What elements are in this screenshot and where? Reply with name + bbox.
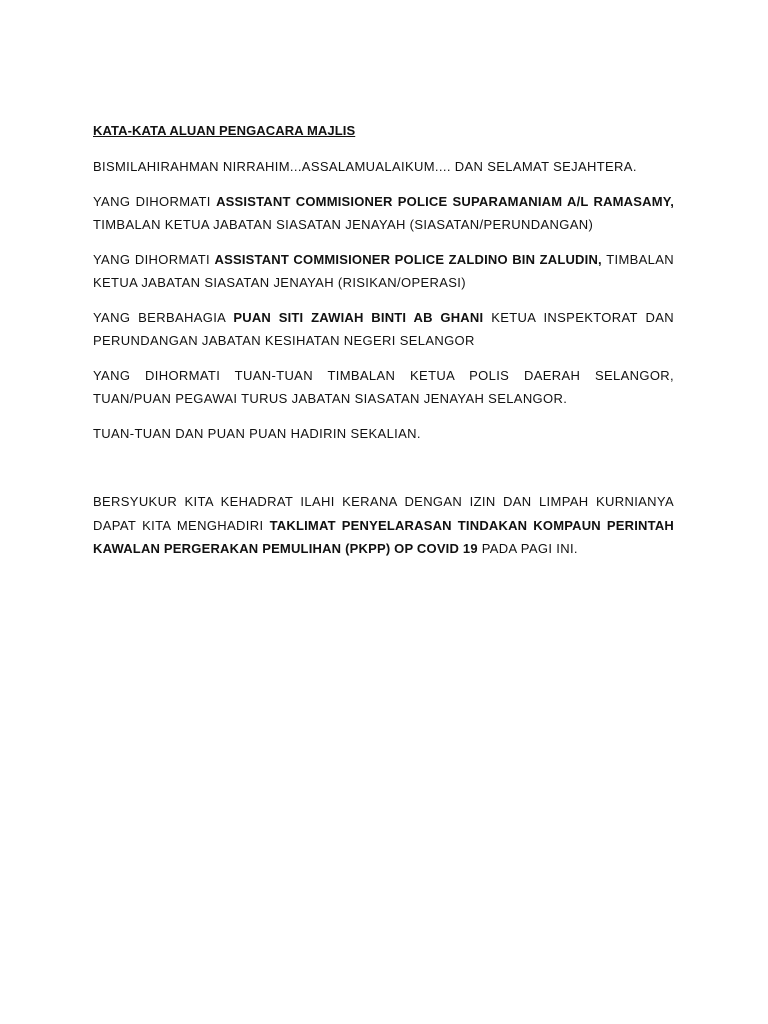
honoree-name: ASSISTANT COMMISIONER POLICE ZALDINO BIN ZALUDIN,: [214, 251, 602, 267]
honorific-lead: YANG DIHORMATI: [93, 251, 215, 267]
honorific-text: YANG DIHORMATI TUAN-TUAN TIMBALAN KETUA POLIS DAERAH SELANGOR, TUAN/PUAN PEGAWAI TURUS JABATAN SIASATAN JENAYAH SELANGOR.: [93, 367, 674, 406]
document-heading: KATA-KATA ALUAN PENGACARA MAJLIS: [93, 123, 356, 138]
honoree-name: PUAN SITI ZAWIAH BINTI AB GHANI: [233, 309, 484, 325]
honoree-title: TIMBALAN KETUA JABATAN SIASATAN JENAYAH (SIASATAN/PERUNDANGAN): [93, 217, 594, 232]
honoree-title: TIMBALAN KETUA JABATAN SIASATAN JENAYAH (RISIKAN/OPERASI): [93, 251, 675, 290]
opening-tail: PADA PAGI INI.: [477, 541, 578, 556]
audience-paragraph: [93, 422, 674, 446]
event-name: TAKLIMAT PENYELARASAN TINDAKAN KOMPAUN PERINTAH KAWALAN PERGERAKAN PEMULIHAN (PKPP) OP COVID 19: [93, 517, 674, 556]
honorific-paragraph-4: [93, 364, 674, 411]
honorific-paragraph-2: [93, 248, 674, 295]
paragraph-spacer: [93, 456, 674, 490]
opening-paragraph: [93, 490, 674, 561]
audience-text: TUAN-TUAN DAN PUAN PUAN HADIRIN SEKALIAN.: [93, 425, 421, 441]
honorific-lead: YANG BERBAHAGIA: [93, 309, 234, 325]
honorific-paragraph-3: [93, 306, 674, 353]
greeting-paragraph: [93, 155, 674, 179]
greeting-text: BISMILAHIRAHMAN NIRRAHIM...ASSALAMUALAIKUM.... DAN SELAMAT SEJAHTERA.: [93, 159, 637, 174]
honoree-name: ASSISTANT COMMISIONER POLICE SUPARAMANIAM A/L RAMASAMY,: [216, 193, 675, 209]
honorific-paragraph-1: [93, 190, 674, 237]
honorific-lead: YANG DIHORMATI: [93, 193, 217, 209]
honoree-title: KETUA INSPEKTORAT DAN PERUNDANGAN JABATAN KESIHATAN NEGERI SELANGOR: [93, 309, 674, 348]
opening-lead: BERSYUKUR KITA KEHADRAT ILAHI KERANA DENGAN IZIN DAN LIMPAH KURNIANYA DAPAT KITA MENGHADIRI: [93, 494, 674, 533]
